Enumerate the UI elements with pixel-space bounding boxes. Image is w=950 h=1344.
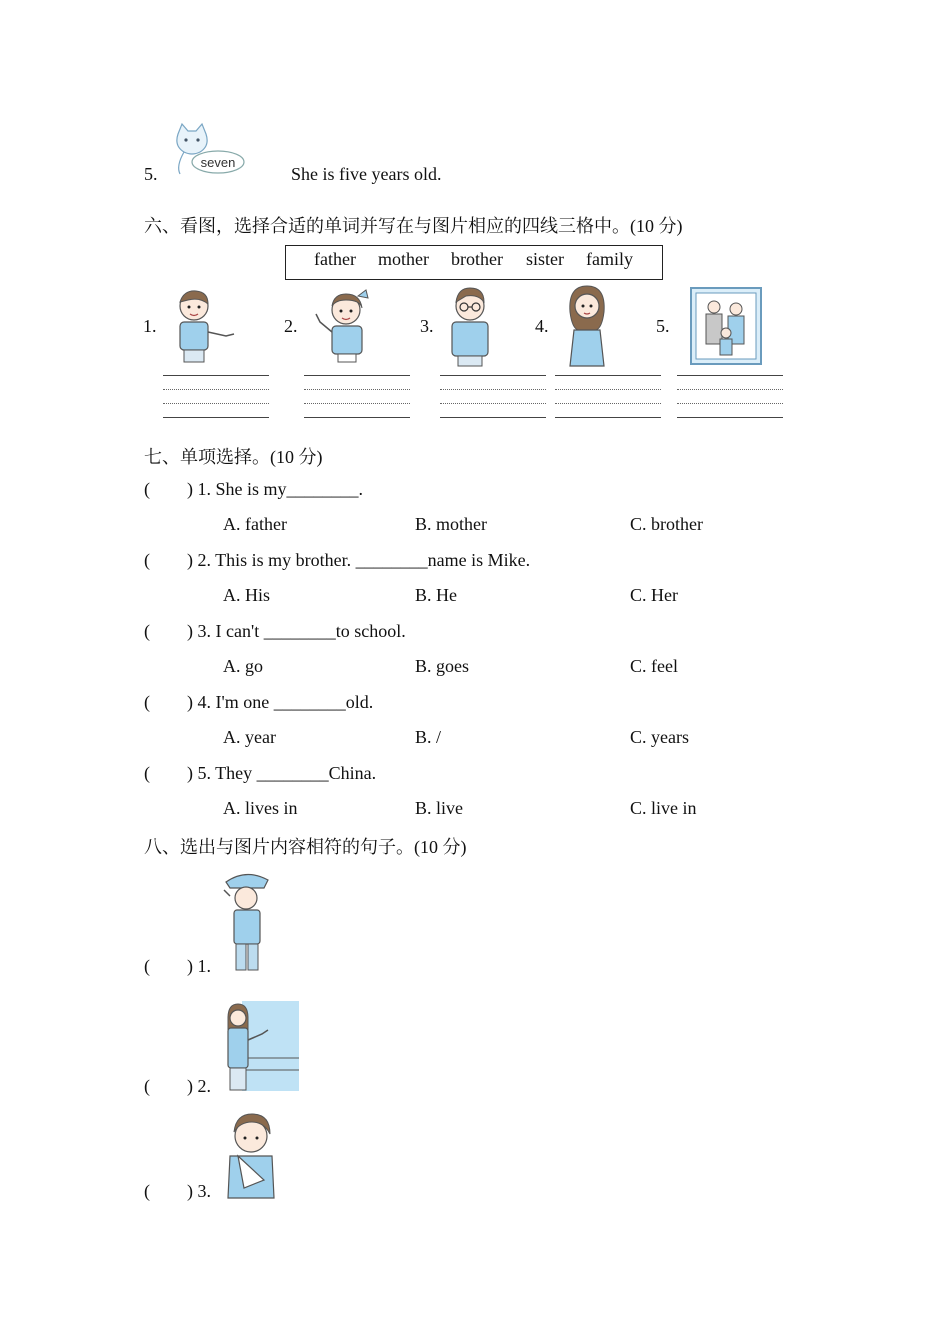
cat-icon (166, 122, 246, 178)
four-line-grid[interactable] (163, 375, 269, 417)
answer-paren[interactable]: ( (144, 479, 150, 499)
answer-paren[interactable]: ( (144, 1181, 150, 1201)
option-a[interactable]: A. lives in (223, 798, 298, 818)
four-line-grid[interactable] (555, 375, 661, 417)
question-stem: ) 2. This is my brother. ________name is Mike. (187, 550, 531, 570)
option-c[interactable]: C. years (630, 727, 689, 747)
boy-arm-sling-icon (224, 1110, 280, 1200)
woman-icon (562, 282, 612, 368)
word-bank-item: sister (526, 249, 564, 269)
option-c[interactable]: C. feel (630, 656, 678, 676)
word-bank-item: father (314, 249, 356, 269)
four-line-grid[interactable] (440, 375, 546, 417)
answer-paren[interactable]: ( (144, 956, 150, 976)
picture-number: 4. (535, 316, 549, 336)
four-line-grid[interactable] (677, 375, 783, 417)
option-b[interactable]: B. / (415, 727, 442, 747)
section8-title: 八、选出与图片内容相符的句子。(10 分) (144, 837, 467, 857)
four-line-grid[interactable] (304, 375, 410, 417)
family-photo-icon (690, 287, 762, 365)
option-c[interactable]: C. brother (630, 514, 703, 534)
question-stem: ) 1. She is my________. (187, 479, 364, 499)
picture-number: 3. (420, 316, 434, 336)
option-b[interactable]: B. goes (415, 656, 469, 676)
answer-paren[interactable]: ( (144, 1076, 150, 1096)
girl-pointing-icon (310, 288, 374, 364)
picture-number: 5. (656, 316, 670, 336)
police-officer-icon (218, 866, 274, 974)
item-label: ) 3. (187, 1181, 211, 1201)
option-a[interactable]: A. father (223, 514, 287, 534)
option-a[interactable]: A. year (223, 727, 276, 747)
option-c[interactable]: C. live in (630, 798, 697, 818)
sentence-text: She is five years old. (291, 164, 442, 184)
answer-paren[interactable]: ( (144, 550, 150, 570)
word-bank-item: brother (451, 249, 503, 269)
option-b[interactable]: B. live (415, 798, 463, 818)
word-bank (285, 245, 663, 280)
question-stem: ) 3. I can't ________to school. (187, 621, 406, 641)
bubble-word: seven (200, 155, 236, 170)
question-stem: ) 5. They ________China. (187, 763, 377, 783)
picture-number: 1. (143, 316, 157, 336)
answer-paren[interactable]: ( (144, 692, 150, 712)
boy-pointing-icon (170, 288, 240, 364)
answer-paren[interactable]: ( (144, 621, 150, 641)
teacher-at-board-icon (222, 1000, 300, 1092)
item-label: ) 1. (187, 956, 211, 976)
item-number: 5. (144, 164, 158, 184)
section7-title: 七、单项选择。(10 分) (144, 447, 323, 467)
section6-title: 六、看图，选择合适的单词并写在与图片相应的四线三格中。(10 分) (144, 216, 683, 236)
word-bank-item: family (586, 249, 633, 269)
option-b[interactable]: B. He (415, 585, 457, 605)
option-a[interactable]: A. His (223, 585, 271, 605)
picture-number: 2. (284, 316, 298, 336)
option-b[interactable]: B. mother (415, 514, 487, 534)
answer-paren[interactable]: ( (144, 763, 150, 783)
item-label: ) 2. (187, 1076, 211, 1096)
option-c[interactable]: C. Her (630, 585, 678, 605)
question-stem: ) 4. I'm one ________old. (187, 692, 374, 712)
man-glasses-icon (446, 284, 496, 368)
word-bank-item: mother (378, 249, 429, 269)
option-a[interactable]: A. go (223, 656, 263, 676)
